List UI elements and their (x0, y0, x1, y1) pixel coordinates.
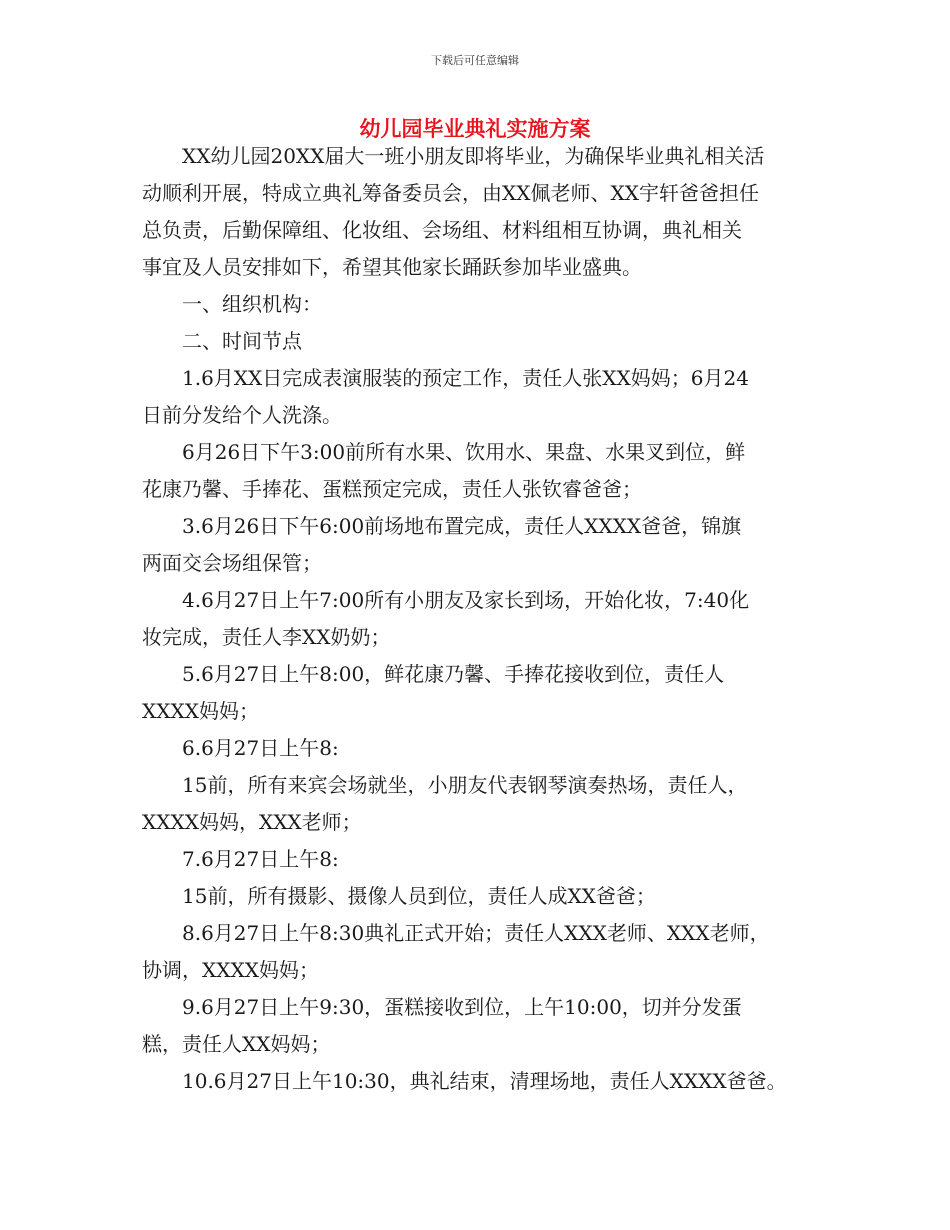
body-line: 8.6月27日上午8:30典礼正式开始；责任人XXX老师、XXX老师， (182, 921, 770, 945)
body-line: 15前，所有摄影、摄像人员到位，责任人成XX爸爸； (182, 884, 656, 908)
body-line: XX幼儿园20XX届大一班小朋友即将毕业，为确保毕业典礼相关活 (182, 144, 765, 168)
body-line: 日前分发给个人洗涤。 (142, 403, 342, 427)
body-line: 糕，责任人XX妈妈； (142, 1032, 331, 1056)
document-title: 幼儿园毕业典礼实施方案 (359, 116, 591, 141)
body-line: 15前，所有来宾会场就坐，小朋友代表钢琴演奏热场，责任人， (182, 773, 748, 797)
body-line: 10.6月27日上午10:30，典礼结束，清理场地，责任人XXXX爸爸。 (182, 1069, 787, 1093)
body-line: XXXX妈妈，XXX老师； (142, 810, 362, 834)
body-line: 两面交会场组保管； (142, 551, 322, 575)
document-body (142, 138, 832, 1100)
body-line: 事宜及人员安排如下，希望其他家长踊跃参加毕业盛典。 (142, 255, 642, 279)
body-line: XXXX妈妈； (142, 699, 259, 723)
body-line: 3.6月26日下午6:00前场地布置完成，责任人XXXX爸爸，锦旗 (182, 514, 742, 538)
body-line: 总负责，后勤保障组、化妆组、会场组、材料组相互协调，典礼相关 (142, 218, 742, 242)
body-line: 妆完成，责任人李XX奶奶； (142, 625, 391, 649)
body-line: 一、组织机构： (182, 292, 322, 316)
body-line: 1.6月XX日完成表演服装的预定工作，责任人张XX妈妈；6月24 (182, 366, 749, 390)
body-line: 5.6月27日上午8:00，鲜花康乃馨、手捧花接收到位，责任人 (182, 662, 725, 686)
body-line: 9.6月27日上午9:30，蛋糕接收到位，上午10:00，切并分发蛋 (182, 995, 742, 1019)
body-line: 花康乃馨、手捧花、蛋糕预定完成，责任人张钦睿爸爸； (142, 477, 642, 501)
body-line: 6月26日下午3:00前所有水果、饮用水、果盘、水果叉到位，鲜 (182, 440, 746, 464)
body-line: 7.6月27日上午8: (182, 847, 339, 871)
body-line: 动顺利开展，特成立典礼筹备委员会，由XX佩老师、XX宇轩爸爸担任 (142, 181, 759, 205)
header-note: 下载后可任意编辑 (431, 54, 519, 67)
body-line: 协调，XXXX妈妈； (142, 958, 319, 982)
body-line: 4.6月27日上午7:00所有小朋友及家长到场，开始化妆，7:40化 (182, 588, 750, 612)
body-line: 6.6月27日上午8: (182, 736, 339, 760)
body-line: 二、时间节点 (182, 329, 302, 353)
